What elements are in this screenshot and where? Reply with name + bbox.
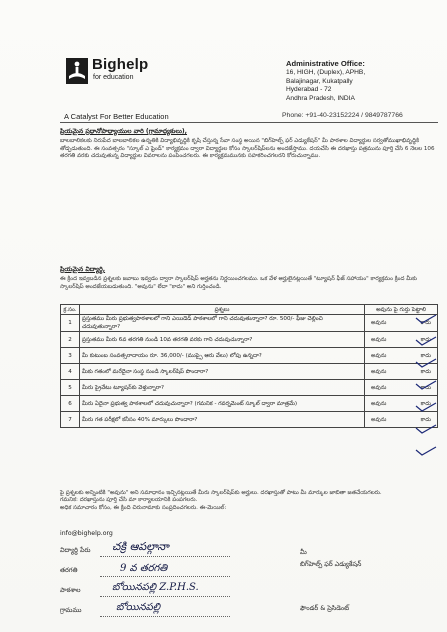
school-value[interactable]: బోయినపల్లి Z.P.H.S.: [112, 582, 199, 593]
student-name-line: [100, 556, 230, 557]
table-row: [61, 364, 438, 380]
table-row: [61, 380, 438, 396]
school-line: [100, 596, 230, 597]
header-question: ప్రశ్నలు: [80, 305, 365, 315]
office-address: [286, 60, 438, 103]
class-line: [100, 576, 230, 577]
table-row: [61, 396, 438, 412]
no-option[interactable]: కాదు: [420, 384, 431, 391]
office-line: Hyderabad - 72: [286, 86, 332, 94]
signatory-salutation: మీ: [300, 548, 307, 556]
table-row: [61, 315, 438, 332]
row-question: ప్రస్తుతము మీరు ప్రభుత్వపాఠశాలలో గాని ఎయిడెడ్ పాఠశాలలో గాని చదువుతున్నారా? రూ. 500/- ఫీజు చెల్లించి చదువుతున్నారా?: [80, 315, 365, 332]
row-question: మీరు ఏదైనా ప్రభుత్వ పాఠశాలలో చదువుచున్నారా? (గమనిక - గవర్నమెంట్ స్కూల్ ద్వారా మాత్రమే): [80, 396, 365, 412]
village-value[interactable]: బోయినపల్లి: [116, 602, 161, 613]
yes-option[interactable]: అవును: [371, 384, 387, 391]
table-header-row: [61, 305, 438, 315]
notes-section: [60, 490, 438, 512]
student-name-value[interactable]: చక్రి ఆపల్గానా: [112, 540, 169, 553]
office-line: Balajinagar, Kukatpally: [286, 77, 353, 85]
row-question: మీ కుటుంబ సంవత్సరాదాయం రూ. 36,000/- (ముప్పై ఆరు వేలు) లోపు ఉన్నదా?: [80, 348, 365, 364]
office-line: Andhra Pradesh, INDIA: [286, 94, 355, 102]
school-label: పాఠశాల: [60, 586, 81, 594]
village-label: గ్రామము: [60, 606, 82, 614]
row-number: 2: [61, 332, 80, 348]
row-number: 3: [61, 348, 80, 364]
row-number: 7: [61, 412, 80, 428]
yes-option[interactable]: అవును: [371, 400, 387, 407]
header-divider: [60, 122, 438, 123]
contact-email[interactable]: info@bighelp.org: [60, 530, 113, 537]
salutation: ప్రియమైన ప్రధానోపాధ్యాయుల వారి (గ్రామాధ్యకులు),: [60, 128, 188, 135]
note-line: అధిక సమాచారం కోసం, ఈ క్రింది చిరునామాకు సంప్రదించగలరు. ఈ-మెయిల్:: [60, 504, 227, 511]
row-question: ప్రస్తుతము మీరు 6వ తరగతి నుండి 10వ తరగతి వరకు గాని చదువుచున్నారా?: [80, 332, 365, 348]
row-question: మీరు ప్రైవేటు ట్యూషన్‌కు వెళ్తున్నారా?: [80, 380, 365, 396]
handwritten-tick-marks-icon: [414, 314, 440, 464]
yes-option[interactable]: అవును: [371, 336, 387, 343]
yes-option[interactable]: అవును: [371, 368, 387, 375]
row-question: మీరు గత పరీక్షలో కనీసం 40% మార్కులు పొందారా?: [80, 412, 365, 428]
brand-name: Bighelp: [92, 56, 149, 73]
row-question: మీకు గతంలో మరేదైనా సంస్థ నుండి స్కాలర్‌షిప్ పొందారా?: [80, 364, 365, 380]
signatory-org: బిగ్‌హెల్ప్ ఫర్ ఎడ్యుకేషన్: [300, 560, 362, 568]
table-row: [61, 348, 438, 364]
note-line: పై ప్రశ్నలకు అన్నింటికి "అవును" అని సమాధానం ఇచ్చినట్లయితే మీరు స్కాలర్‌షిప్‌కు అర్హులు. దరఖాస్తుతో పాటు మీ మార్కుల జాబితా జతచేయగలరు.: [60, 490, 382, 496]
no-option[interactable]: కాదు: [420, 368, 431, 375]
phone-number: Phone: +91-40-23152224 / 9849787766: [282, 112, 403, 119]
no-option[interactable]: కాదు: [420, 320, 431, 326]
yes-option[interactable]: అవును: [371, 352, 387, 359]
student-name-label: విద్యార్థి పేరు: [60, 546, 91, 554]
table-row: [61, 332, 438, 348]
bighelp-logo-icon: [66, 58, 88, 84]
header-answer: అవును పై గుర్తు పెట్టాలి: [365, 305, 438, 315]
office-heading: Administrative Office:: [286, 59, 365, 68]
questions-table: [60, 304, 438, 428]
office-line: 16, HIGH, (Duplex), APHB,: [286, 69, 366, 77]
note-line: గమనిక: దరఖాస్తును పూర్తి చేసి మా కార్యాలయానికి పంపగలరు.: [60, 497, 198, 504]
yes-option[interactable]: అవును: [371, 416, 387, 423]
row-number: 4: [61, 364, 80, 380]
row-number: 5: [61, 380, 80, 396]
row-number: 6: [61, 396, 80, 412]
class-value[interactable]: 9 వ తరగతి: [120, 563, 168, 574]
header-serial: క్ర.సం.: [61, 305, 80, 315]
no-option[interactable]: కాదు: [420, 336, 431, 343]
intro-paragraph: బాలబాలికలకు నిరుపేద బాలబాలికల ఉన్నతికి విద్యాభివృద్ధికి కృషి చేస్తున్న సేవా సంస్థ అయిన "బిగ్‌హెల్ప్ ఫర్ ఎడ్యుకేషన్" మీ పాఠశాల విద్యార్థుల సర్వతోముఖాభివృద్ధికి తోడ్పడుతుంది. ఈ సంవత్సరం "స్కూల్ ఎ ఫ్రెండ్" కార్యక్రమం ద్వారా విద్యార్థుల కోసం స్కాలర్‌షిప్‌లను అందజేస్తాము. దయచేసి ఈ దరఖాస్తు పత్రమును పూర్తి చేసి 6 నెలల 106 తరగతి వరకు చదువుతున్న విద్యార్థుల వివరాలను పంపించగలరు. ఈ కార్యక్రమమునకు సహకరించగలరని కోరుచున్నాము.: [60, 138, 435, 160]
brand-subtitle: for education: [93, 74, 134, 81]
student-salutation: ప్రియమైన విద్యార్థి,: [60, 266, 106, 273]
no-option[interactable]: కాదు: [420, 400, 431, 407]
tagline: A Catalyst For Better Education: [64, 112, 169, 121]
class-label: తరగతి: [60, 566, 78, 574]
no-option[interactable]: కాదు: [420, 416, 431, 423]
no-option[interactable]: కాదు: [420, 352, 431, 359]
yes-option[interactable]: అవును: [371, 320, 387, 326]
village-line: [100, 616, 230, 617]
signatory-title: ఫౌండర్ & ప్రెసిడెంట్: [300, 604, 350, 612]
student-paragraph: ఈ క్రింద ఇవ్వబడిన ప్రశ్నలకు జవాబు ఇవ్వడం ద్వారా స్కాలర్‌షిప్ అర్హతను నిర్ణయించగలము. ఒక వేళ అర్హులైనట్లయితే "ట్యూషన్ ఫీజ్ సహాయం" కార్యక్రమం క్రింద మీకు స్కాలర్‌షిప్ అందజేయబడుతుంది. "అవును" లేదా "కాదు" అని గుర్తించండి.: [60, 276, 417, 290]
row-number: 1: [61, 315, 80, 332]
table-row: [61, 412, 438, 428]
